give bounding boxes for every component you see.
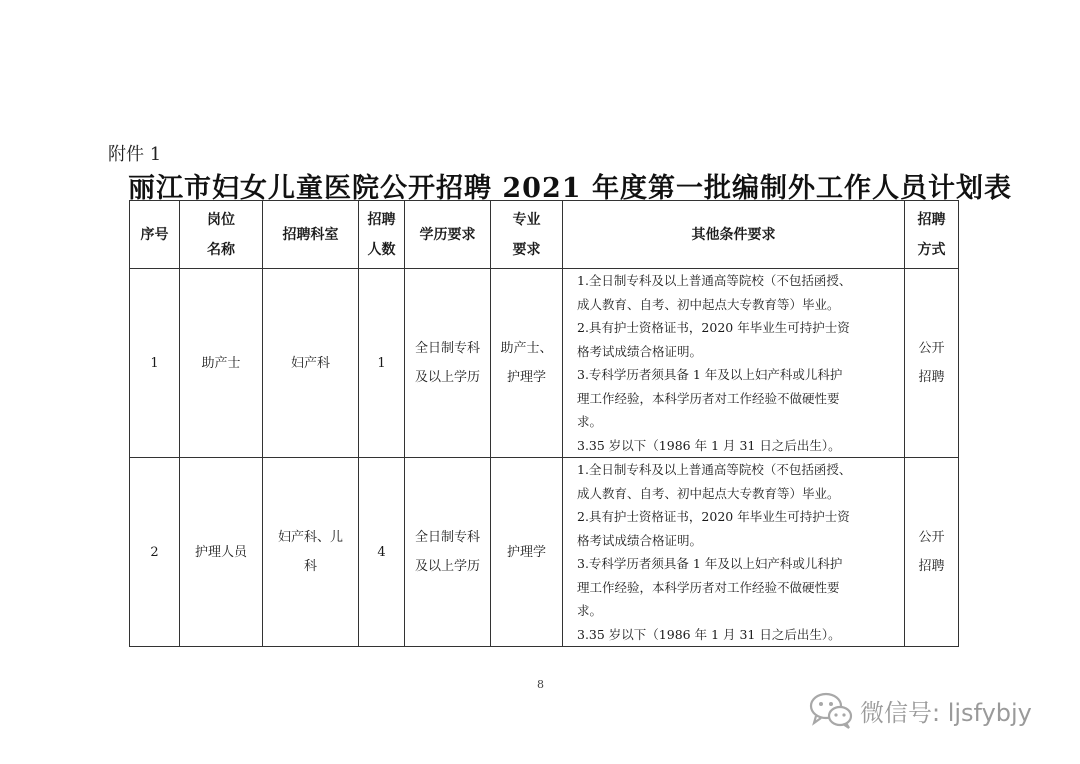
- row-major-line: 护理学: [506, 544, 546, 560]
- row-edu-line: 全日制专科: [414, 530, 480, 545]
- row-edu: [405, 269, 491, 458]
- header-method: [905, 201, 959, 269]
- page-number: 8: [537, 678, 544, 691]
- row-count: 1: [359, 269, 405, 458]
- condition-line: 格考试成绩合格证明。: [577, 532, 703, 548]
- row-count: 4: [359, 458, 405, 647]
- header-other: 其他条件要求: [563, 201, 905, 269]
- header-method-line: 招聘: [917, 211, 946, 228]
- row-conditions: [563, 269, 905, 458]
- row-position: 助产士: [180, 269, 263, 458]
- header-edu: 学历要求: [405, 201, 491, 269]
- header-count-line: 招聘: [367, 211, 396, 228]
- header-position-line: 名称: [207, 241, 235, 258]
- condition-line: 3.35 岁以下（1986 年 1 月 31 日之后出生）。: [577, 626, 841, 642]
- row-dept: [263, 458, 359, 647]
- condition-line: 2.具有护士资格证书，2020 年毕业生可持护士资: [577, 320, 850, 335]
- row-method-line: 公开: [918, 530, 945, 545]
- row-dept-line: 妇产科: [290, 355, 330, 371]
- row-major-line: 护理学: [506, 370, 546, 385]
- row-major-line: 助产士、: [500, 341, 553, 356]
- row-dept: [263, 269, 359, 458]
- condition-line: 3.35 岁以下（1986 年 1 月 31 日之后出生）。: [577, 437, 841, 453]
- watermark: [808, 690, 1032, 730]
- condition-line: 格考试成绩合格证明。: [577, 343, 703, 359]
- condition-line: 求。: [577, 603, 603, 618]
- row-method: [905, 269, 959, 458]
- row-position: 护理人员: [180, 458, 263, 647]
- watermark-text: 微信号: ljsfybjy: [860, 698, 1032, 727]
- condition-line: 3.专科学历者须具备 1 年及以上妇产科或儿科护: [577, 367, 843, 382]
- row-dept-line: 妇产科、儿: [277, 530, 343, 545]
- row-method: [905, 458, 959, 647]
- condition-line: 成人教育、自考、初中起点大专教育等）毕业。: [577, 296, 840, 312]
- header-no: 序号: [130, 201, 180, 269]
- header-position: [180, 201, 263, 269]
- header-count-line: 人数: [367, 241, 396, 258]
- table-header-row: [130, 201, 959, 269]
- condition-line: 3.专科学历者须具备 1 年及以上妇产科或儿科护: [577, 556, 843, 571]
- attachment-label: 附件 1: [108, 144, 162, 165]
- header-major: [491, 201, 563, 269]
- document-title: 丽江市妇女儿童医院公开招聘 2021 年度第一批编制外工作人员计划表: [128, 173, 1012, 204]
- header-position-line: 岗位: [207, 211, 235, 228]
- table-row: [130, 458, 959, 647]
- row-edu-line: 及以上学历: [414, 370, 480, 385]
- wechat-logo-icon: [808, 690, 854, 730]
- header-method-line: 方式: [917, 241, 946, 258]
- row-dept-line: 科: [303, 559, 317, 574]
- condition-line: 理工作经验，本科学历者对工作经验不做硬性要: [577, 579, 840, 595]
- condition-line: 2.具有护士资格证书，2020 年毕业生可持护士资: [577, 509, 850, 524]
- row-edu-line: 及以上学历: [414, 559, 480, 574]
- row-no: 1: [130, 269, 180, 458]
- row-major: [491, 458, 563, 647]
- row-edu: [405, 458, 491, 647]
- condition-line: 1.全日制专科及以上普通高等院校（不包括函授、: [577, 273, 852, 288]
- row-method-line: 招聘: [918, 370, 945, 385]
- row-no: 2: [130, 458, 180, 647]
- condition-line: 理工作经验，本科学历者对工作经验不做硬性要: [577, 390, 840, 406]
- condition-line: 成人教育、自考、初中起点大专教育等）毕业。: [577, 485, 840, 501]
- row-major: [491, 269, 563, 458]
- row-method-line: 公开: [918, 341, 945, 356]
- table-row: [130, 269, 959, 458]
- header-count: [359, 201, 405, 269]
- condition-line: 求。: [577, 414, 603, 429]
- condition-line: 1.全日制专科及以上普通高等院校（不包括函授、: [577, 462, 852, 477]
- row-conditions: [563, 458, 905, 647]
- header-major-line: 专业: [512, 211, 541, 228]
- header-major-line: 要求: [512, 241, 541, 258]
- header-dept: 招聘科室: [263, 201, 359, 269]
- row-method-line: 招聘: [918, 559, 945, 574]
- row-edu-line: 全日制专科: [414, 341, 480, 356]
- recruitment-plan-table: [129, 200, 959, 647]
